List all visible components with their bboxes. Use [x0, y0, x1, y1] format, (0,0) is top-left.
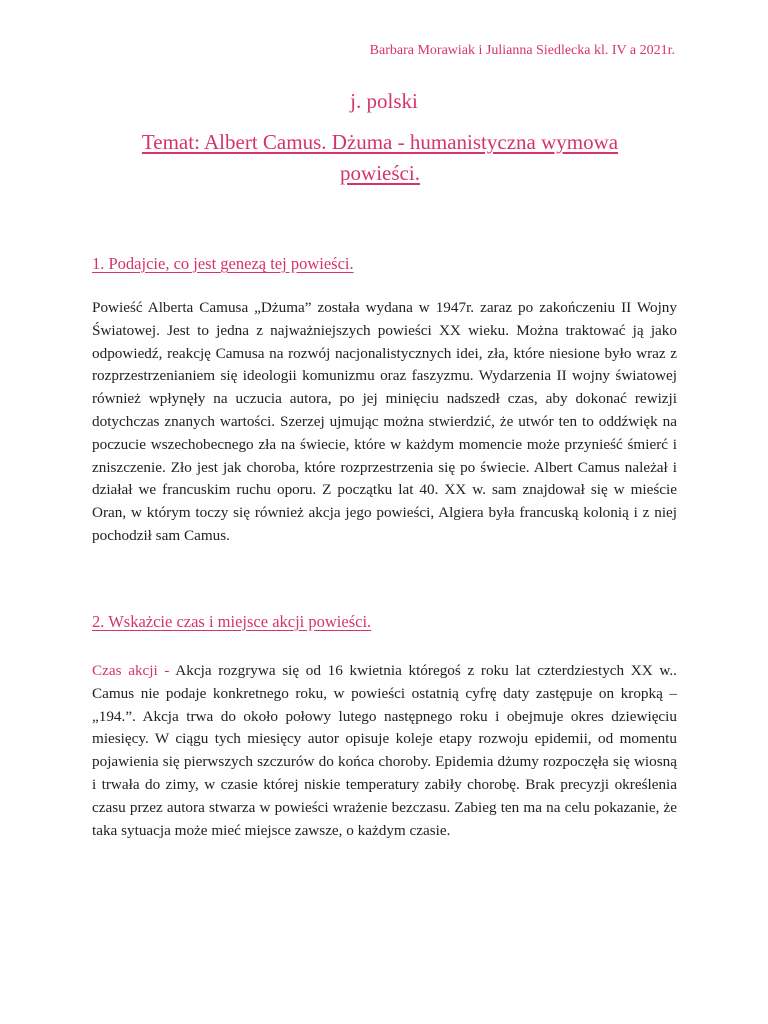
- section-heading-genesis: 1. Podajcie, co jest genezą tej powieści.: [92, 254, 354, 273]
- time-of-action-label: Czas akcji -: [92, 662, 170, 679]
- time-of-action-text: Akcja rozgrywa się od 16 kwietnia któregoś z roku lat czterdziestych XX w.. Camus nie podaje konkretnego roku, w powieści ostatnią cyfrę daty zastępuje on kropką – „194.”. Akcja trwa do około połowy lutego następnego roku i obejmuje okres dziewięciu miesięcy. W ciągu tych miesięcy autor opisuje koleje etapy rozwoju epidemii, od momentu pojawienia się pierwszych szczurów do końca choroby. Epidemia dżumy rozpoczęła się wiosną i trwała do zimy, w czasie której niskie temperatury zabiły chorobę. Brak precyzji określenia czasu przez autora stwarza w powieści wrażenie bezczasu. Zabieg ten ma na celu pokazanie, że taka sytuacja może mieć miejsce zawsze, o każdym czasie.: [92, 662, 677, 839]
- section-heading-time-place: 2. Wskażcie czas i miejsce akcji powieści.: [92, 612, 372, 631]
- authors-note: Barbara Morawiak i Julianna Siedlecka kl. IV a 2021r.: [369, 43, 675, 58]
- section-body-genesis: Powieść Alberta Camusa „Dżuma” została wydana w 1947r. zaraz po zakończeniu II Wojny Światowej. Jest to jedna z najważniejszych powieści XX wieku. Można traktować ją jako odpowiedź, reakcję Camusa na rozwój nacjonalistycznych idei, zła, które niesione było wraz z rozprzestrzenianiem się ideologii komunizmu oraz faszyzmu. Wydarzenia II wojny światowej również wpłynęły na uczucia autora, po jej minięciu nadszedł czas, aby dokonać rewizji dotychczas znanych wartości. Szerzej ujmując można stwierdzić, że utwór ten to oddźwięk na poczucie wszechobecnego zła na świecie, które w każdym momencie może przynieść śmierć i zniszczenie. Zło jest jak choroba, które rozprzestrzenia się po świecie. Albert Camus należał i działał we francuskim ruchu oporu. Z początku lat 40. XX w. sam znajdował się w mieście Oran, w którym toczy się również akcja jego powieści, Algiera była francuską kolonią i z niej pochodził sam Camus.: [92, 299, 677, 544]
- section-body-time-place: [92, 660, 677, 842]
- page-title: Temat: Albert Camus. Dżuma - humanistyczna wymowa powieści.: [141, 130, 619, 185]
- subject-label: j. polski: [350, 89, 418, 113]
